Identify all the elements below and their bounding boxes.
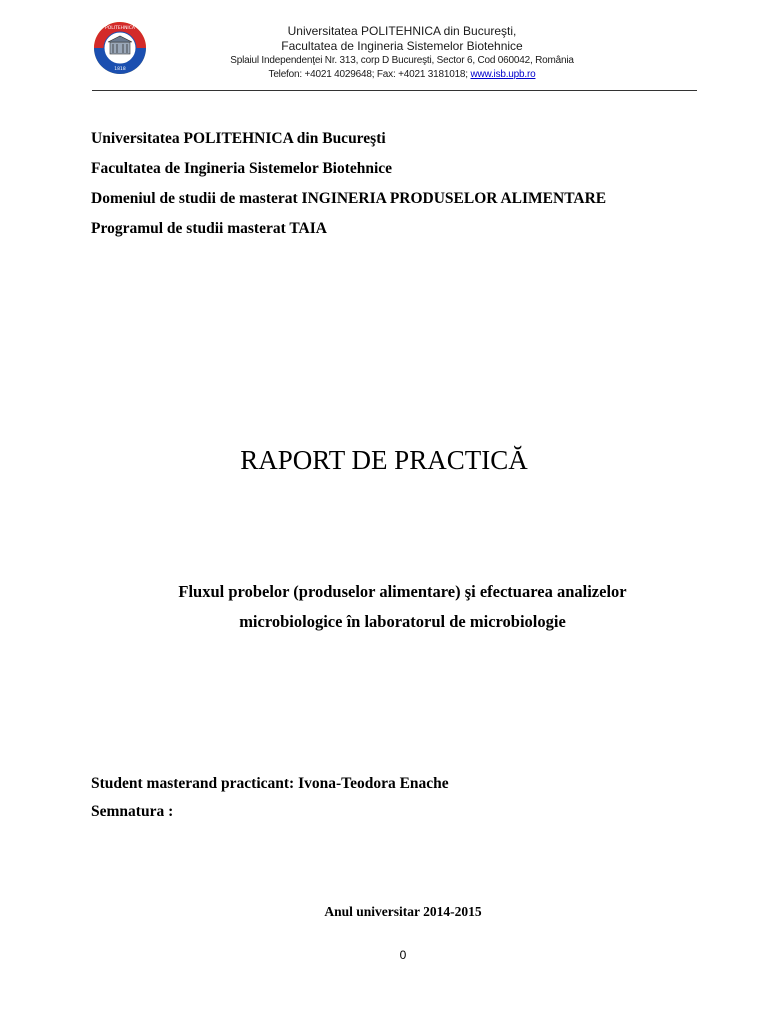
university-name: Universitatea POLITEHNICA din Bucureşti — [91, 130, 386, 147]
politehnica-emblem-icon — [92, 20, 148, 76]
letterhead-contact — [160, 68, 644, 82]
faculty-name: Facultatea de Ingineria Sistemelor Biotehnice — [91, 160, 393, 177]
document-title: RAPORT DE PRACTICĂ — [240, 445, 528, 475]
study-program: Programul de studii masterat TAIA — [91, 220, 327, 237]
university-logo — [92, 20, 148, 76]
page-number: 0 — [399, 948, 407, 962]
institution-block — [91, 124, 606, 244]
academic-year: Anul universitar 2014-2015 — [324, 904, 482, 919]
logo-label-text: POLITEHNICA — [105, 26, 135, 31]
subtitle-line-2: microbiologice în laboratorul de microbiologie — [239, 612, 566, 631]
subtitle-line-1: Fluxul probelor (produselor alimentare) şi efectuarea analizelor — [178, 582, 627, 601]
signature-label: Semnatura : — [91, 803, 174, 820]
website-link[interactable]: www.isb.upb.ro — [470, 69, 536, 80]
letterhead-university: Universitatea POLITEHNICA din Bucureşti, — [287, 24, 517, 38]
letterhead-divider — [92, 90, 697, 91]
letterhead-address: Splaiul Independenţei Nr. 313, corp D Bucureşti, Sector 6, Cod 060042, România — [230, 55, 574, 66]
student-block — [91, 770, 449, 826]
document-subtitle — [100, 577, 705, 637]
letterhead-faculty: Facultatea de Ingineria Sistemelor Biotehnice — [281, 39, 523, 53]
study-domain: Domeniul de studii de masterat INGINERIA PRODUSELOR ALIMENTARE — [91, 190, 607, 207]
letterhead — [160, 24, 644, 82]
letterhead-phone-fax: Telefon: +4021 4029648; Fax: +4021 3181018; — [268, 69, 471, 80]
student-name: Student masterand practicant: Ivona-Teodora Enache — [91, 775, 449, 792]
logo-year-text: 1818 — [114, 67, 126, 72]
